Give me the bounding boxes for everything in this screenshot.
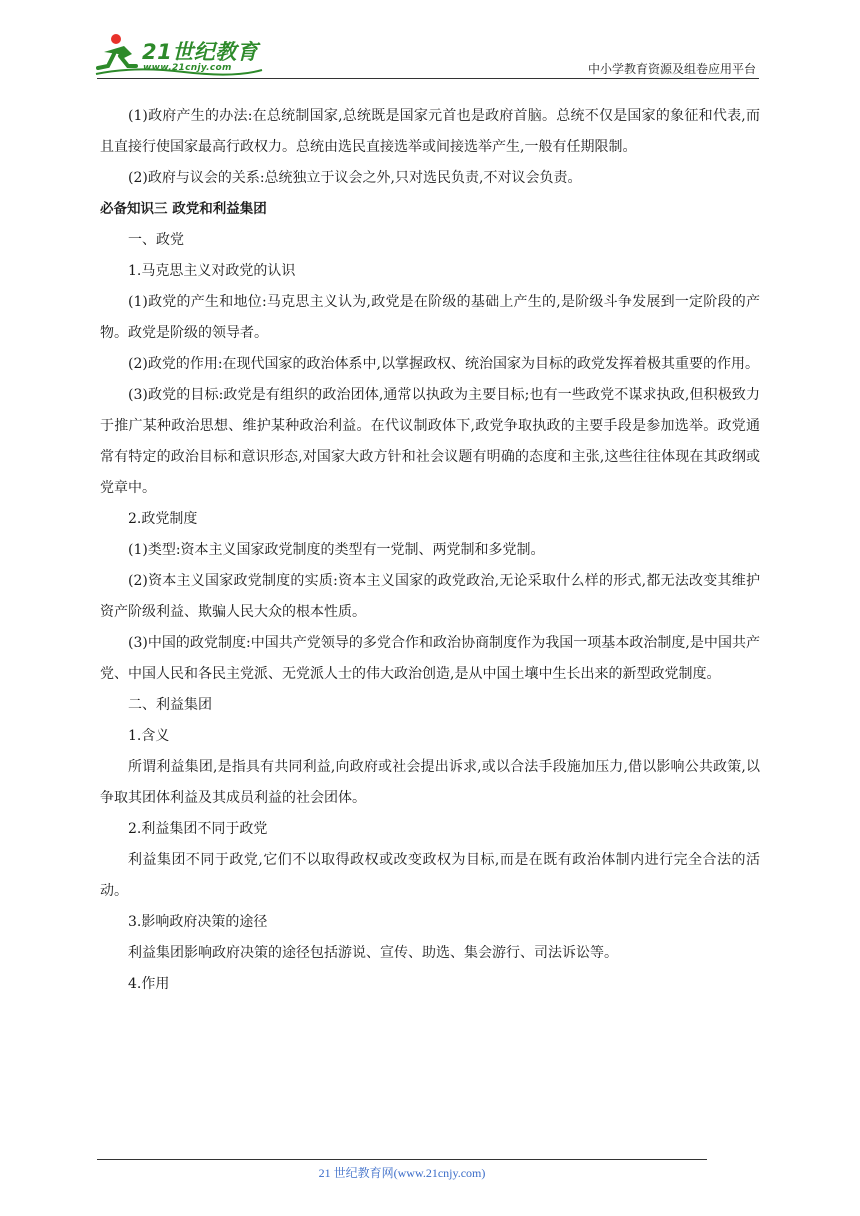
paragraph: 1.马克思主义对政党的认识 [128,263,296,279]
paragraph: 4.作用 [128,976,170,992]
paragraph: (1)政府产生的办法:在总统制国家,总统既是国家元首也是政府首脑。总统不仅是国家的象征和代表,而且直接行使国家最高行政权力。总统由选民直接选举或间接选举产生,一般有任期限制。 [100,108,760,155]
paragraph: 2.利益集团不同于政党 [128,821,268,837]
paragraph: (2)政府与议会的关系:总统独立于议会之外,只对选民负责,不对议会负责。 [128,170,582,186]
paragraph: (2)资本主义国家政党制度的实质:资本主义国家的政党政治,无论采取什么样的形式,都无法改变其维护资产阶级利益、欺骗人民大众的根本性质。 [100,573,760,620]
paragraph: (3)中国的政党制度:中国共产党领导的多党合作和政治协商制度作为我国一项基本政治制度,是中国共产党、中国人民和各民主党派、无党派人士的伟大政治创造,是从中国土壤中生长出来的新型政党制度。 [100,635,760,682]
page-header [0,0,860,80]
paragraph: (3)政党的目标:政党是有组织的政治团体,通常以执政为主要目标;也有一些政党不谋求执政,但积极致力于推广某种政治思想、维护某种政治利益。在代议制政体下,政党争取执政的主要手段是参加选举。政党通常有特定的政治目标和意识形态,对国家大政方针和社会议题有明确的态度和主张,这些往往体现在其政纲或党章中。 [100,387,760,496]
paragraph: 二、利益集团 [128,697,212,713]
section-heading: 必备知识三 政党和利益集团 [100,201,267,217]
platform-title: 中小学教育资源及组卷应用平台 [587,62,756,76]
header-divider [97,78,759,79]
paragraph: 所谓利益集团,是指具有共同利益,向政府或社会提出诉求,或以合法手段施加压力,借以影响公共政策,以争取其团体利益及其成员利益的社会团体。 [100,759,760,806]
paragraph: 1.含义 [128,728,170,744]
paragraph: 利益集团影响政府决策的途径包括游说、宣传、助选、集会游行、司法诉讼等。 [128,945,618,961]
document-body [100,101,760,1000]
paragraph: (2)政党的作用:在现代国家的政治体系中,以掌握政权、统治国家为目标的政党发挥着极其重要的作用。 [128,356,759,372]
paragraph: 一、政党 [128,232,184,248]
logo-text: 21世纪教育 [142,40,259,64]
footer-link[interactable]: 21 世纪教育网(www.21cnjy.com) [318,1166,486,1180]
logo-url: www.21cnjy.com [143,63,232,73]
paragraph: 利益集团不同于政党,它们不以取得政权或改变政权为目标,而是在既有政治体制内进行完全合法的活动。 [100,852,760,899]
footer-divider [97,1159,707,1160]
paragraph: (1)政党的产生和地位:马克思主义认为,政党是在阶级的基础上产生的,是阶级斗争发展到一定阶段的产物。政党是阶级的领导者。 [100,294,760,341]
paragraph: 2.政党制度 [128,511,198,527]
paragraph: (1)类型:资本主义国家政党制度的类型有一党制、两党制和多党制。 [128,542,545,558]
paragraph: 3.影响政府决策的途径 [128,914,268,930]
